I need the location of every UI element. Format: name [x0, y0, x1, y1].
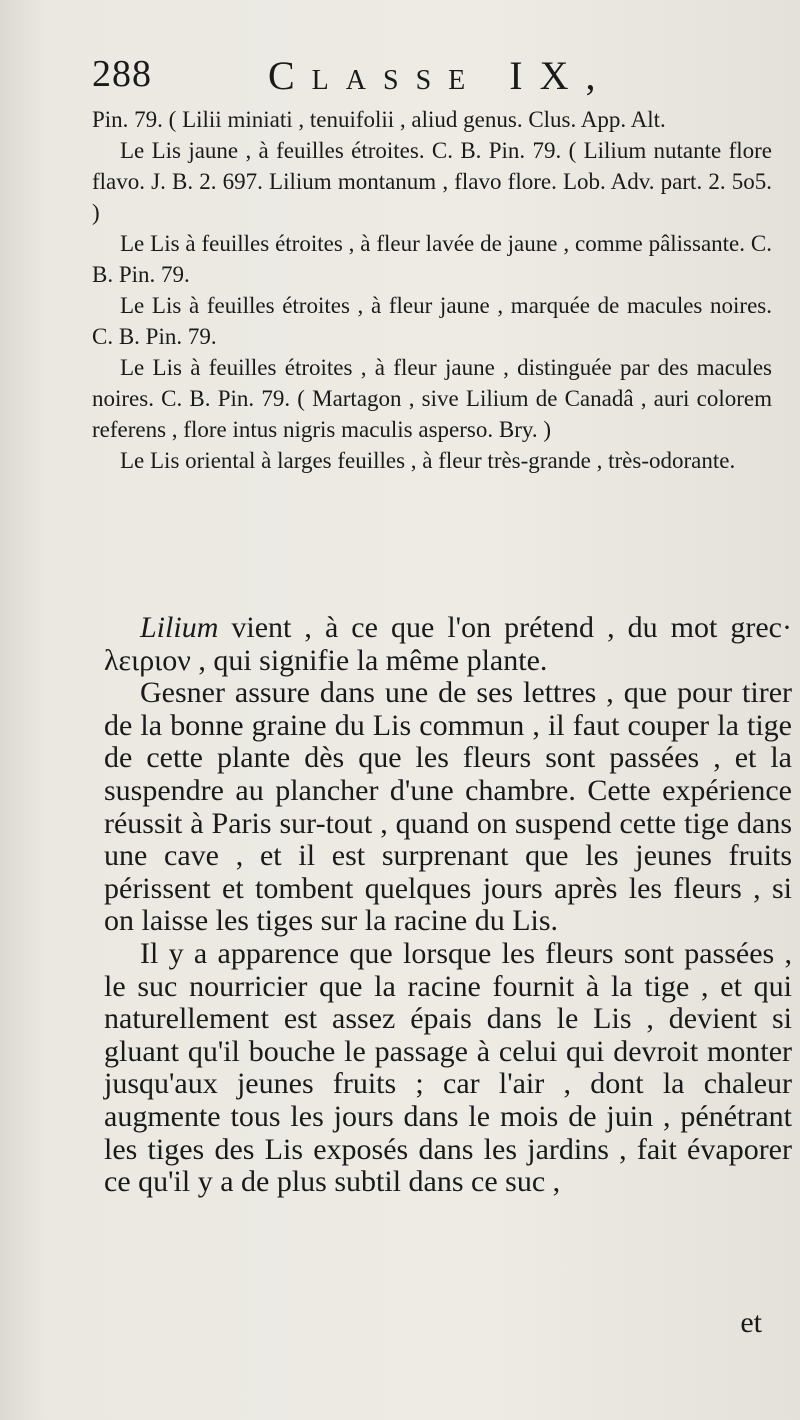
catalogue-entry: Le Lis à feuilles étroites , à fleur lavée de jaune , comme pâlissante. C. B. Pin. 79. — [92, 231, 772, 287]
commentary-block — [104, 612, 792, 1199]
paragraph-explanation: Il y a apparence que lorsque les fleurs sont passées , le suc nourricier que la racine fournit à la tige , et qui naturellement est assez épais dans le Lis , devient si gluant qu'il bouche le passage à celui qui devroit monter jusqu'aux jeunes fruits ; car l'air , dont la chaleur augmente tous les jours dans le mois de juin , pénétrant les tiges des Lis exposés dans les jardins , fait évaporer ce qu'il y a de plus subtil dans ce suc , — [104, 936, 792, 1199]
catalogue-block — [92, 104, 772, 476]
page-number: 288 — [92, 53, 152, 95]
running-title: Classe IX, — [268, 53, 613, 98]
catalogue-entry: Le Lis à feuilles étroites , à fleur jaune , marquée de macules noires. C. B. Pin. 79. — [92, 293, 772, 349]
paragraph-etymology — [104, 612, 792, 677]
paragraph-gesner: Gesner assure dans une de ses lettres , que pour tirer de la bonne graine du Lis commun , il faut couper la tige de cette plante dès que les fleurs sont passées , et la suspendre au plancher d'une chambre. Cette expérience réussit à Paris sur-tout , quand on suspend cette tige dans une cave , et il est surprenant que les jeunes fruits périssent et tombent quelques jours après les fleurs , si on laisse les tiges sur la racine du Lis. — [104, 676, 792, 938]
catchword: et — [740, 1306, 762, 1339]
latin-term: Lilium — [140, 611, 219, 644]
catalogue-entry: Pin. 79. ( Lilii miniati , tenuifolii , aliud genus. Clus. App. Alt. — [92, 107, 666, 132]
catalogue-entry: Le Lis à feuilles étroites , à fleur jaune , distinguée par des macules noires. C. B. Pin. 79. ( Martagon , sive Lilium de Canadâ , auri colorem referens , flore intus nigris maculis asperso. Bry. ) — [92, 355, 772, 442]
catalogue-entry: Le Lis oriental à larges feuilles , à fleur très-grande , très-odorante. — [120, 448, 736, 473]
etymology-text: vient , à ce que l'on prétend , du mot grec· λειριον , qui signifie la même plante. — [104, 611, 792, 677]
page-header — [92, 52, 770, 112]
catalogue-entry: Le Lis jaune , à feuilles étroites. C. B. Pin. 79. ( Lilium nutante flore flavo. J. B. 2. 697. Lilium montanum , flavo flore. Lob. Adv. part. 2. 5o5. ) — [92, 138, 772, 225]
